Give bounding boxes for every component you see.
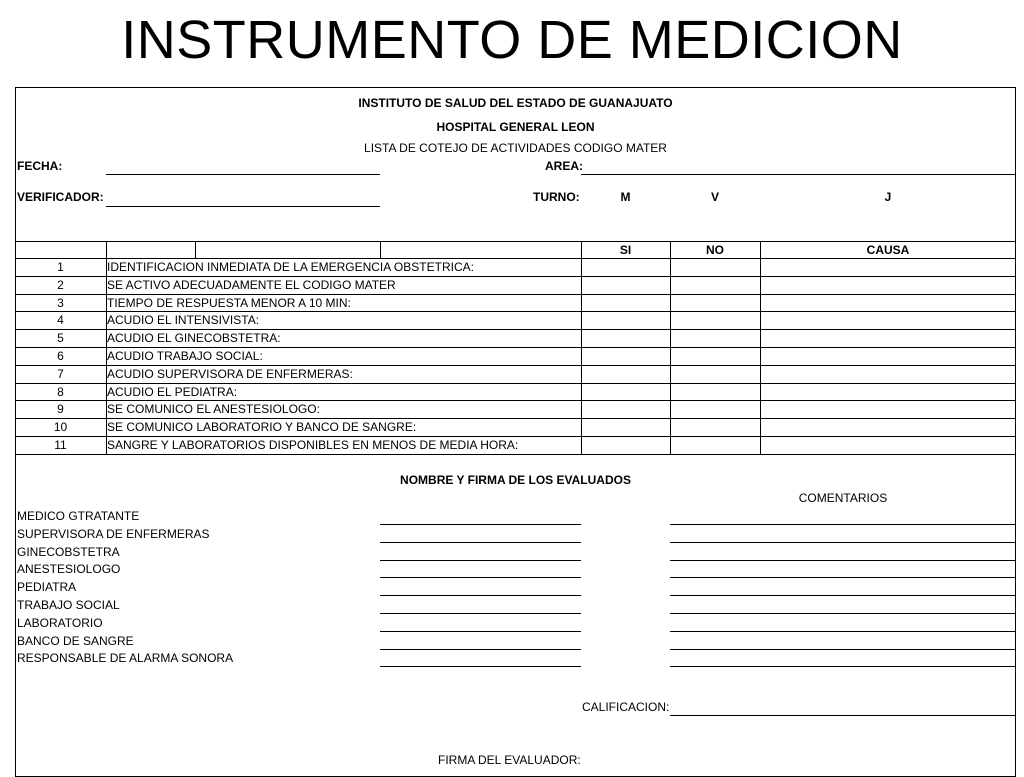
si-cell[interactable] bbox=[581, 276, 670, 294]
causa-cell[interactable] bbox=[760, 294, 1016, 312]
row-activity: IDENTIFICACION INMEDIATA DE LA EMERGENCIA OBSTETRICA: bbox=[107, 260, 474, 274]
comment-line[interactable] bbox=[670, 599, 1016, 614]
row-activity: ACUDIO SUPERVISORA DE ENFERMERAS: bbox=[107, 366, 353, 381]
signature-line[interactable] bbox=[380, 510, 581, 525]
comment-line[interactable] bbox=[670, 635, 1016, 650]
table-row bbox=[15, 276, 1016, 294]
si-cell[interactable] bbox=[581, 436, 670, 454]
comment-line[interactable] bbox=[670, 652, 1016, 667]
table-row bbox=[15, 400, 1016, 418]
evaluado-role: SUPERVISORA DE ENFERMERAS bbox=[17, 526, 210, 541]
comment-line[interactable] bbox=[670, 546, 1016, 561]
signature-line[interactable] bbox=[380, 635, 581, 650]
row-activity: ACUDIO EL INTENSIVISTA: bbox=[107, 313, 260, 328]
list-title: LISTA DE COTEJO DE ACTIVIDADES CODIGO MATER bbox=[364, 141, 667, 155]
evaluado-role: BANCO DE SANGRE bbox=[17, 633, 134, 648]
fecha-label: FECHA: bbox=[17, 159, 63, 173]
evaluado-role: MEDICO GTRATANTE bbox=[17, 509, 140, 523]
comment-line[interactable] bbox=[670, 617, 1016, 632]
table-row bbox=[15, 329, 1016, 347]
institute-name: INSTITUTO DE SALUD DEL ESTADO DE GUANAJUATO bbox=[358, 96, 673, 110]
si-cell[interactable] bbox=[581, 258, 670, 276]
no-cell[interactable] bbox=[670, 383, 760, 401]
verificador-label: VERIFICADOR: bbox=[17, 190, 104, 204]
calificacion-label: CALIFICACION: bbox=[582, 700, 670, 714]
firma-evaluador-label: FIRMA DEL EVALUADOR: bbox=[438, 753, 581, 767]
turno-label: TURNO: bbox=[533, 190, 580, 204]
page-title: INSTRUMENTO DE MEDICION bbox=[121, 10, 903, 70]
si-cell[interactable] bbox=[581, 365, 670, 383]
no-cell[interactable] bbox=[670, 294, 760, 312]
si-cell[interactable] bbox=[581, 383, 670, 401]
column-si: SI bbox=[619, 243, 632, 257]
si-cell[interactable] bbox=[581, 311, 670, 329]
calificacion-field[interactable] bbox=[670, 701, 1016, 716]
table-row bbox=[15, 311, 1016, 329]
evaluado-role: ANESTESIOLOGO bbox=[17, 562, 121, 577]
si-cell[interactable] bbox=[581, 347, 670, 365]
signature-line[interactable] bbox=[380, 563, 581, 578]
area-field[interactable] bbox=[581, 160, 1016, 175]
signature-line[interactable] bbox=[380, 528, 581, 543]
signature-line[interactable] bbox=[380, 617, 581, 632]
evaluado-role: TRABAJO SOCIAL bbox=[17, 598, 120, 612]
evaluados-heading: NOMBRE Y FIRMA DE LOS EVALUADOS bbox=[400, 473, 631, 487]
si-cell[interactable] bbox=[581, 294, 670, 312]
column-causa: CAUSA bbox=[866, 243, 910, 257]
row-number: 5 bbox=[57, 331, 64, 346]
causa-cell[interactable] bbox=[760, 258, 1016, 276]
row-number: 8 bbox=[57, 384, 64, 399]
table-row bbox=[15, 294, 1016, 312]
verificador-field[interactable] bbox=[106, 192, 380, 207]
signature-line[interactable] bbox=[380, 581, 581, 596]
causa-cell[interactable] bbox=[760, 436, 1016, 454]
row-number: 3 bbox=[57, 295, 64, 310]
causa-cell[interactable] bbox=[760, 276, 1016, 294]
signature-line[interactable] bbox=[380, 652, 581, 667]
turno-option-v[interactable]: V bbox=[710, 190, 719, 204]
row-activity: SE COMUNICO EL ANESTESIOLOGO: bbox=[107, 402, 320, 417]
evaluado-role: PEDIATRA bbox=[17, 580, 77, 595]
row-activity: SE COMUNICO LABORATORIO Y BANCO DE SANGRE: bbox=[107, 420, 417, 435]
hospital-name: HOSPITAL GENERAL LEON bbox=[436, 120, 595, 134]
turno-option-m[interactable]: M bbox=[620, 190, 631, 204]
no-cell[interactable] bbox=[670, 365, 760, 383]
evaluado-role: LABORATORIO bbox=[17, 615, 103, 630]
row-number: 2 bbox=[57, 277, 64, 292]
row-activity: ACUDIO TRABAJO SOCIAL: bbox=[107, 349, 263, 363]
si-cell[interactable] bbox=[581, 329, 670, 347]
fecha-field[interactable] bbox=[106, 160, 380, 175]
row-activity: TIEMPO DE RESPUESTA MENOR A 10 MIN: bbox=[107, 295, 351, 310]
table-row bbox=[15, 365, 1016, 383]
row-number: 1 bbox=[57, 260, 64, 274]
causa-cell[interactable] bbox=[760, 311, 1016, 329]
row-number: 10 bbox=[53, 420, 68, 435]
row-activity: ACUDIO EL GINECOBSTETRA: bbox=[107, 331, 281, 346]
signature-line[interactable] bbox=[380, 599, 581, 614]
table-row bbox=[15, 383, 1016, 401]
table-row bbox=[15, 418, 1016, 436]
no-cell[interactable] bbox=[670, 418, 760, 436]
comment-line[interactable] bbox=[670, 563, 1016, 578]
comment-line[interactable] bbox=[670, 581, 1016, 596]
row-number: 9 bbox=[57, 402, 64, 417]
row-activity: SANGRE Y LABORATORIOS DISPONIBLES EN MENOS DE MEDIA HORA: bbox=[107, 438, 519, 452]
row-number: 7 bbox=[57, 366, 64, 381]
causa-cell[interactable] bbox=[760, 400, 1016, 418]
row-number: 11 bbox=[54, 438, 67, 452]
signature-line[interactable] bbox=[380, 546, 581, 561]
column-no: NO bbox=[706, 243, 724, 257]
table-row bbox=[15, 258, 1016, 276]
si-cell[interactable] bbox=[581, 400, 670, 418]
area-label: AREA: bbox=[545, 159, 583, 173]
no-cell[interactable] bbox=[670, 436, 760, 454]
no-cell[interactable] bbox=[670, 276, 760, 294]
comentarios-heading: COMENTARIOS bbox=[798, 491, 888, 505]
turno-option-j[interactable]: J bbox=[884, 190, 892, 204]
row-activity: ACUDIO EL PEDIATRA: bbox=[107, 384, 238, 399]
no-cell[interactable] bbox=[670, 258, 760, 276]
causa-cell[interactable] bbox=[760, 329, 1016, 347]
causa-cell[interactable] bbox=[760, 418, 1016, 436]
table-row bbox=[15, 436, 1016, 454]
row-number: 4 bbox=[57, 313, 64, 328]
row-number: 6 bbox=[57, 349, 64, 363]
comment-line[interactable] bbox=[670, 528, 1016, 543]
causa-cell[interactable] bbox=[760, 383, 1016, 401]
evaluado-role: GINECOBSTETRA bbox=[17, 544, 120, 559]
table-row bbox=[15, 347, 1016, 365]
causa-cell[interactable] bbox=[760, 347, 1016, 365]
comment-line[interactable] bbox=[670, 510, 1016, 525]
no-cell[interactable] bbox=[670, 347, 760, 365]
no-cell[interactable] bbox=[670, 329, 760, 347]
row-activity: SE ACTIVO ADECUADAMENTE EL CODIGO MATER bbox=[107, 277, 396, 292]
causa-cell[interactable] bbox=[760, 365, 1016, 383]
evaluado-role: RESPONSABLE DE ALARMA SONORA bbox=[17, 651, 234, 666]
si-cell[interactable] bbox=[581, 418, 670, 436]
no-cell[interactable] bbox=[670, 311, 760, 329]
no-cell[interactable] bbox=[670, 400, 760, 418]
